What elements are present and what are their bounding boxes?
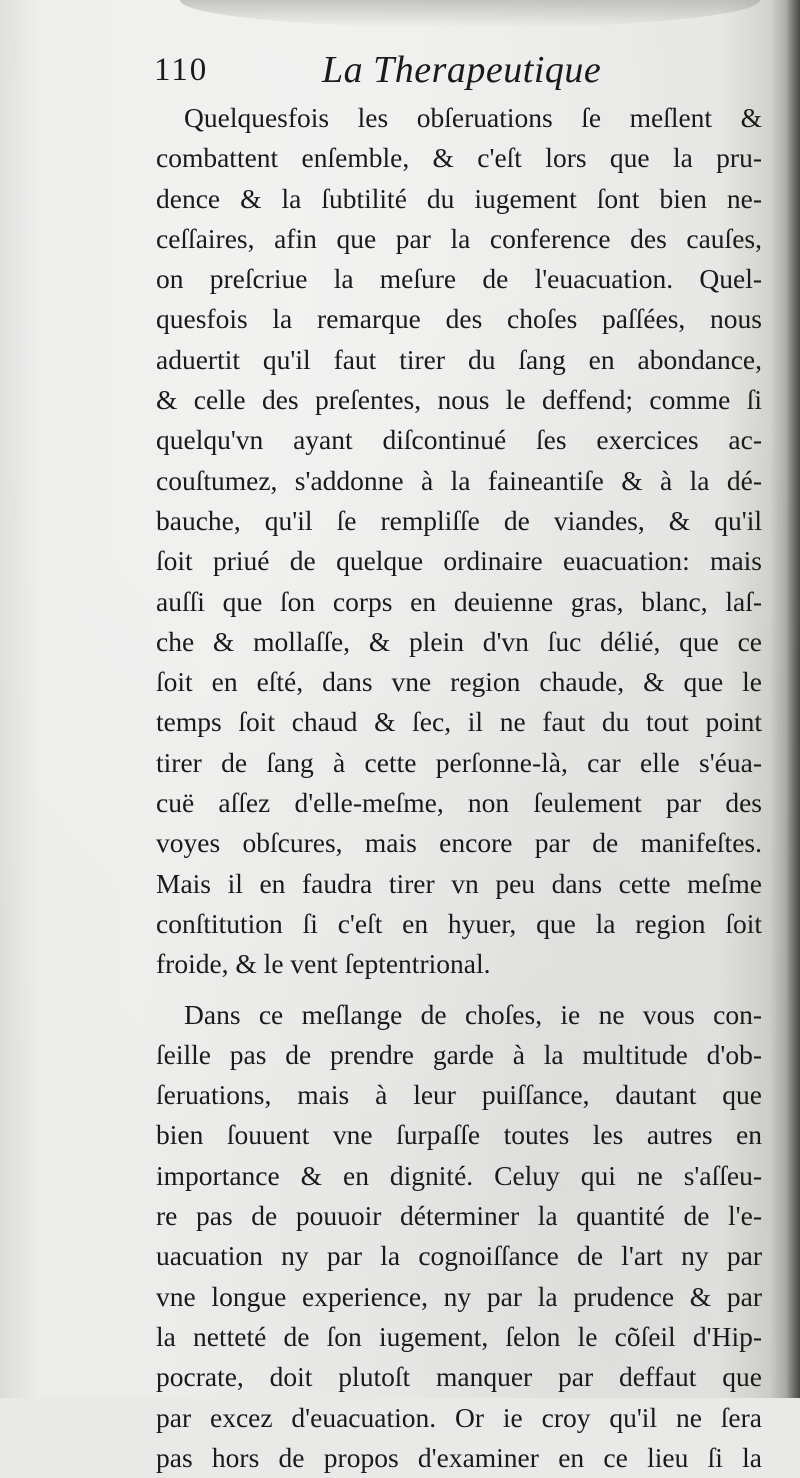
text-line: la netteté de ſon iugement, ſelon le cõſeil d'Hip- [156, 1320, 762, 1352]
text-line: couſtumez, s'addonne à la faineantiſe & à la dé- [156, 464, 762, 496]
text-line: voyes obſcures, mais encore par de manifeſtes. [156, 827, 762, 859]
page-number: 110 [154, 52, 209, 88]
text-line: quelqu'vn ayant diſcontinué ſes exercices ac- [156, 424, 762, 456]
page-header [154, 48, 754, 98]
paragraph-gap [156, 985, 762, 995]
text-line: tirer de ſang à cette perſonne-là, car elle s'éua- [156, 746, 762, 778]
page-gutter-shadow [786, 0, 800, 1398]
text-line: ſoit en eſté, dans vne region chaude, & que le [156, 666, 762, 698]
paragraph-1 [156, 98, 762, 985]
text-line: & celle des preſentes, nous le deffend; comme ſi [156, 384, 762, 416]
text-line: Dans ce meſlange de choſes, ie ne vous con- [184, 998, 762, 1030]
text-line: quesfois la remarque des choſes paſſées, nous [156, 303, 762, 335]
text-line: auſſi que ſon corps en deuienne gras, blanc, laſ- [156, 585, 762, 617]
text-line: ſeille pas de prendre garde à la multitude d'ob- [156, 1038, 762, 1070]
text-line: Mais il en faudra tirer vn peu dans cette meſme [156, 867, 762, 899]
text-line: aduertit qu'il faut tirer du ſang en abondance, [156, 343, 762, 375]
text-line: conſtitution ſi c'eſt en hyuer, que la region ſoit [156, 907, 762, 939]
text-line: ſoit priué de quelque ordinaire euacuation: mais [156, 545, 762, 577]
text-line: dence & la ſubtilité du iugement ſont bien ne- [156, 182, 762, 214]
text-line: combattent enſemble, & c'eſt lors que la pru- [156, 142, 762, 174]
text-line: importance & en dignité. Celuy qui ne s'aſſeu- [156, 1159, 762, 1191]
text-line: bien ſouuent vne ſurpaſſe toutes les autres en [156, 1119, 762, 1151]
text-line: bauche, qu'il ſe rempliſſe de viandes, & qu'il [156, 504, 762, 536]
text-line: re pas de pouuoir déterminer la quantité de l'e- [156, 1200, 762, 1232]
text-line: par excez d'euacuation. Or ie croy qu'il ne ſera [156, 1401, 762, 1433]
text-line: che & mollaſſe, & plein d'vn ſuc délié, que ce [156, 625, 762, 657]
text-line: pocrate, doit plutoſt manquer par deffaut que [156, 1361, 762, 1393]
text-line: ſeruations, mais à leur puiſſance, dautant que [156, 1079, 762, 1111]
text-line: temps ſoit chaud & ſec, il ne faut du tout point [156, 706, 762, 738]
text-line: pas hors de propos d'examiner en ce lieu ſi la [156, 1441, 762, 1473]
text-line: on preſcriue la meſure de l'euacuation. Quel- [156, 263, 762, 295]
text-line: froide, & le vent ſeptentrional. [156, 948, 491, 980]
text-line: vne longue experience, ny par la prudence & par [156, 1280, 762, 1312]
text-line: cuë aſſez d'elle-meſme, non ſeulement par des [156, 787, 762, 819]
text-line: ceſſaires, afin que par la conference des cauſes, [156, 222, 762, 254]
page-top-shadow [180, 0, 760, 28]
paragraph-2 [156, 995, 762, 1478]
body-text [156, 98, 762, 1478]
running-title: La Therapeutique [322, 49, 602, 91]
text-line: Quelquesfois les obſeruations ſe meſlent & [184, 102, 762, 133]
text-line: uacuation ny par la cognoiſſance de l'art ny par [156, 1240, 762, 1272]
